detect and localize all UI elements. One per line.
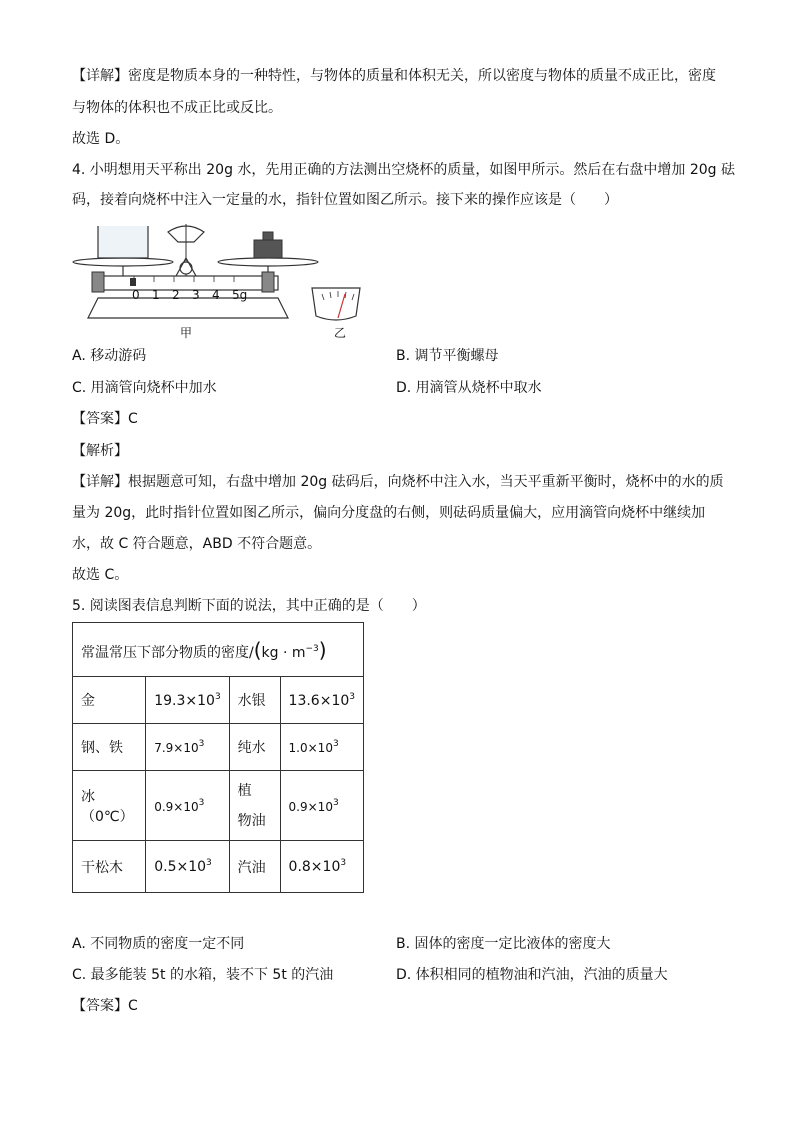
- table-header-exp: −3: [305, 643, 319, 654]
- q4-detail-line-3: 水，故 C 符合题意，ABD 不符合题意。: [72, 536, 322, 552]
- q5-option-a: A. 不同物质的密度一定不同: [72, 936, 245, 952]
- q4-detail-line-1: 【详解】根据题意可知，右盘中增加 20g 砝码后，向烧杯中注入水，当天平重新平衡时，烧杯中的水的质: [72, 474, 724, 490]
- scale-mark-0: 0: [132, 288, 140, 302]
- density-value: $0.9\times 10^3$: [280, 771, 363, 841]
- scale-mark-1: 1: [152, 288, 160, 302]
- table-header: 常温常压下部分物质的密度$/(kg \cdot m^{-3})$: [73, 623, 364, 677]
- scale-mark-3: 3: [192, 288, 200, 302]
- question-5: 5. 阅读图表信息判断下面的说法，其中正确的是（ ）: [72, 598, 426, 614]
- substance-name: 冰（0℃）: [73, 771, 146, 841]
- question-4-line-2: 码，接着向烧杯中注入一定量的水，指针位置如图乙所示。接下来的操作应该是（ ）: [72, 192, 618, 208]
- q4-analysis-heading: 【解析】: [72, 443, 128, 459]
- q5-option-c: C. 最多能装 5t 的水箱，装不下 5t 的汽油: [72, 967, 334, 983]
- question-4-line-1: 4. 小明想用天平称出 20g 水，先用正确的方法测出空烧杯的质量，如图甲所示。然后在右盘中增加 20g 砝: [72, 162, 736, 178]
- q4-option-b: B. 调节平衡螺母: [396, 348, 499, 364]
- q4-option-c: C. 用滴管向烧杯中加水: [72, 380, 217, 396]
- density-value: $0.5\times 10^3$: [146, 841, 229, 893]
- q5-option-d: D. 体积相同的植物油和汽油，汽油的质量大: [396, 967, 668, 983]
- q5-answer: 【答案】C: [72, 998, 138, 1014]
- scale-mark-4: 4: [212, 288, 220, 302]
- q5-option-b: B. 固体的密度一定比液体的密度大: [396, 936, 611, 952]
- density-value: $0.9\times 10^3$: [146, 771, 229, 841]
- selection-d: 故选 D。: [72, 131, 130, 147]
- figure-label-jia: 甲: [180, 326, 193, 340]
- table-row: [73, 841, 364, 893]
- substance-name: 钢、铁: [73, 724, 146, 771]
- q4-option-d: D. 用滴管从烧杯中取水: [396, 380, 542, 396]
- table-row: [73, 677, 364, 724]
- density-table: [72, 622, 364, 893]
- q4-answer: 【答案】C: [72, 411, 138, 427]
- explanation-line-2: 与物体的体积也不成正比或反比。: [72, 100, 282, 116]
- table-row: [73, 724, 364, 771]
- density-value: $1.0\times 10^3$: [280, 724, 363, 771]
- table-header-unit: kg · m: [261, 644, 306, 661]
- q4-option-a: A. 移动游码: [72, 348, 147, 364]
- density-value: $7.9\times 10^3$: [146, 724, 229, 771]
- q4-detail-line-2: 量为 20g，此时指针位置如图乙所示，偏向分度盘的右侧，则砝码质量偏大，应用滴管向烧杯中继续加: [72, 505, 706, 521]
- q4-selection: 故选 C。: [72, 567, 129, 583]
- balance-figure: [68, 218, 368, 338]
- density-value: $19.3\times 10^3$: [146, 677, 229, 724]
- density-value: $0.8\times 10^3$: [280, 841, 363, 893]
- scale-mark-5g: 5g: [232, 288, 248, 302]
- table-header-text: 常温常压下部分物质的密度/: [81, 644, 254, 661]
- density-value: $13.6\times 10^3$: [280, 677, 363, 724]
- figure-label-yi: 乙: [334, 326, 347, 340]
- substance-name: 水银: [229, 677, 280, 724]
- substance-name: 纯水: [229, 724, 280, 771]
- substance-name: 干松木: [73, 841, 146, 893]
- substance-name: 植 物油: [229, 771, 280, 841]
- balance-illustration: [68, 218, 368, 338]
- table-row: [73, 771, 364, 841]
- scale-mark-2: 2: [172, 288, 180, 302]
- explanation-line-1: 【详解】密度是物质本身的一种特性，与物体的质量和体积无关，所以密度与物体的质量不成正比，密度: [72, 68, 716, 84]
- substance-name: 汽油: [229, 841, 280, 893]
- substance-name: 金: [73, 677, 146, 724]
